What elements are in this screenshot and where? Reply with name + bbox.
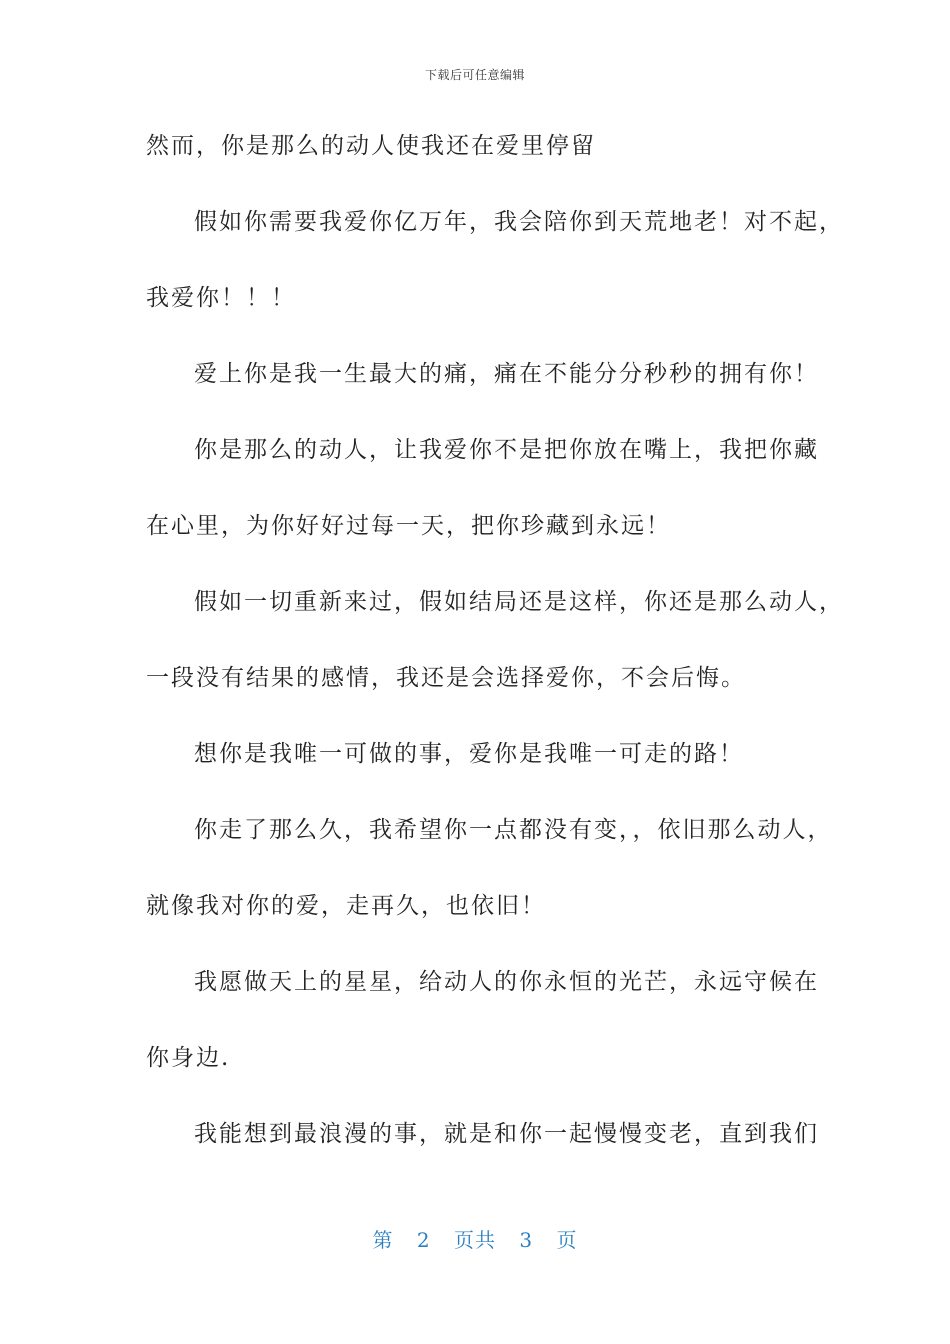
footer-label-ye-gong: 页共	[454, 1228, 496, 1252]
page-footer	[0, 1224, 950, 1253]
paragraph-line: 假如一切重新来过，假如结局还是这样，你还是那么动人，	[194, 589, 844, 615]
paragraph-line: 爱上你是我一生最大的痛，痛在不能分分秒秒的拥有你！	[194, 361, 819, 387]
paragraph-line: 我爱你！！！	[146, 285, 296, 311]
page-header-note: 下载后可任意编辑	[424, 68, 525, 82]
paragraph-line: 在心里，为你好好过每一天，把你珍藏到永远！	[146, 513, 671, 539]
paragraph-line: 我能想到最浪漫的事，就是和你一起慢慢变老，直到我们	[194, 1121, 819, 1147]
paragraph-line: 你身边.	[146, 1045, 231, 1071]
paragraph-line: 你走了那么久，我希望你一点都没有变，，依旧那么动人，	[194, 817, 833, 843]
footer-label-ye: 页	[556, 1228, 578, 1252]
footer-label-di: 第	[372, 1228, 394, 1252]
footer-current-page: 2	[416, 1228, 431, 1252]
footer-total-pages: 3	[519, 1228, 534, 1252]
paragraph-line: 我愿做天上的星星，给动人的你永恒的光芒，永远守候在	[194, 969, 819, 995]
document-body	[146, 120, 844, 1184]
paragraph-line: 假如你需要我爱你亿万年，我会陪你到天荒地老！对不起，	[194, 209, 844, 235]
paragraph-line: 想你是我唯一可做的事，爱你是我唯一可走的路！	[194, 741, 744, 767]
paragraph-line: 然而，你是那么的动人使我还在爱里停留	[146, 133, 596, 159]
paragraph-line: 一段没有结果的感情，我还是会选择爱你，不会后悔。	[146, 665, 746, 691]
paragraph-line: 就像我对你的爱，走再久，也依旧！	[146, 893, 546, 919]
paragraph-line: 你是那么的动人，让我爱你不是把你放在嘴上，我把你藏	[194, 437, 819, 463]
